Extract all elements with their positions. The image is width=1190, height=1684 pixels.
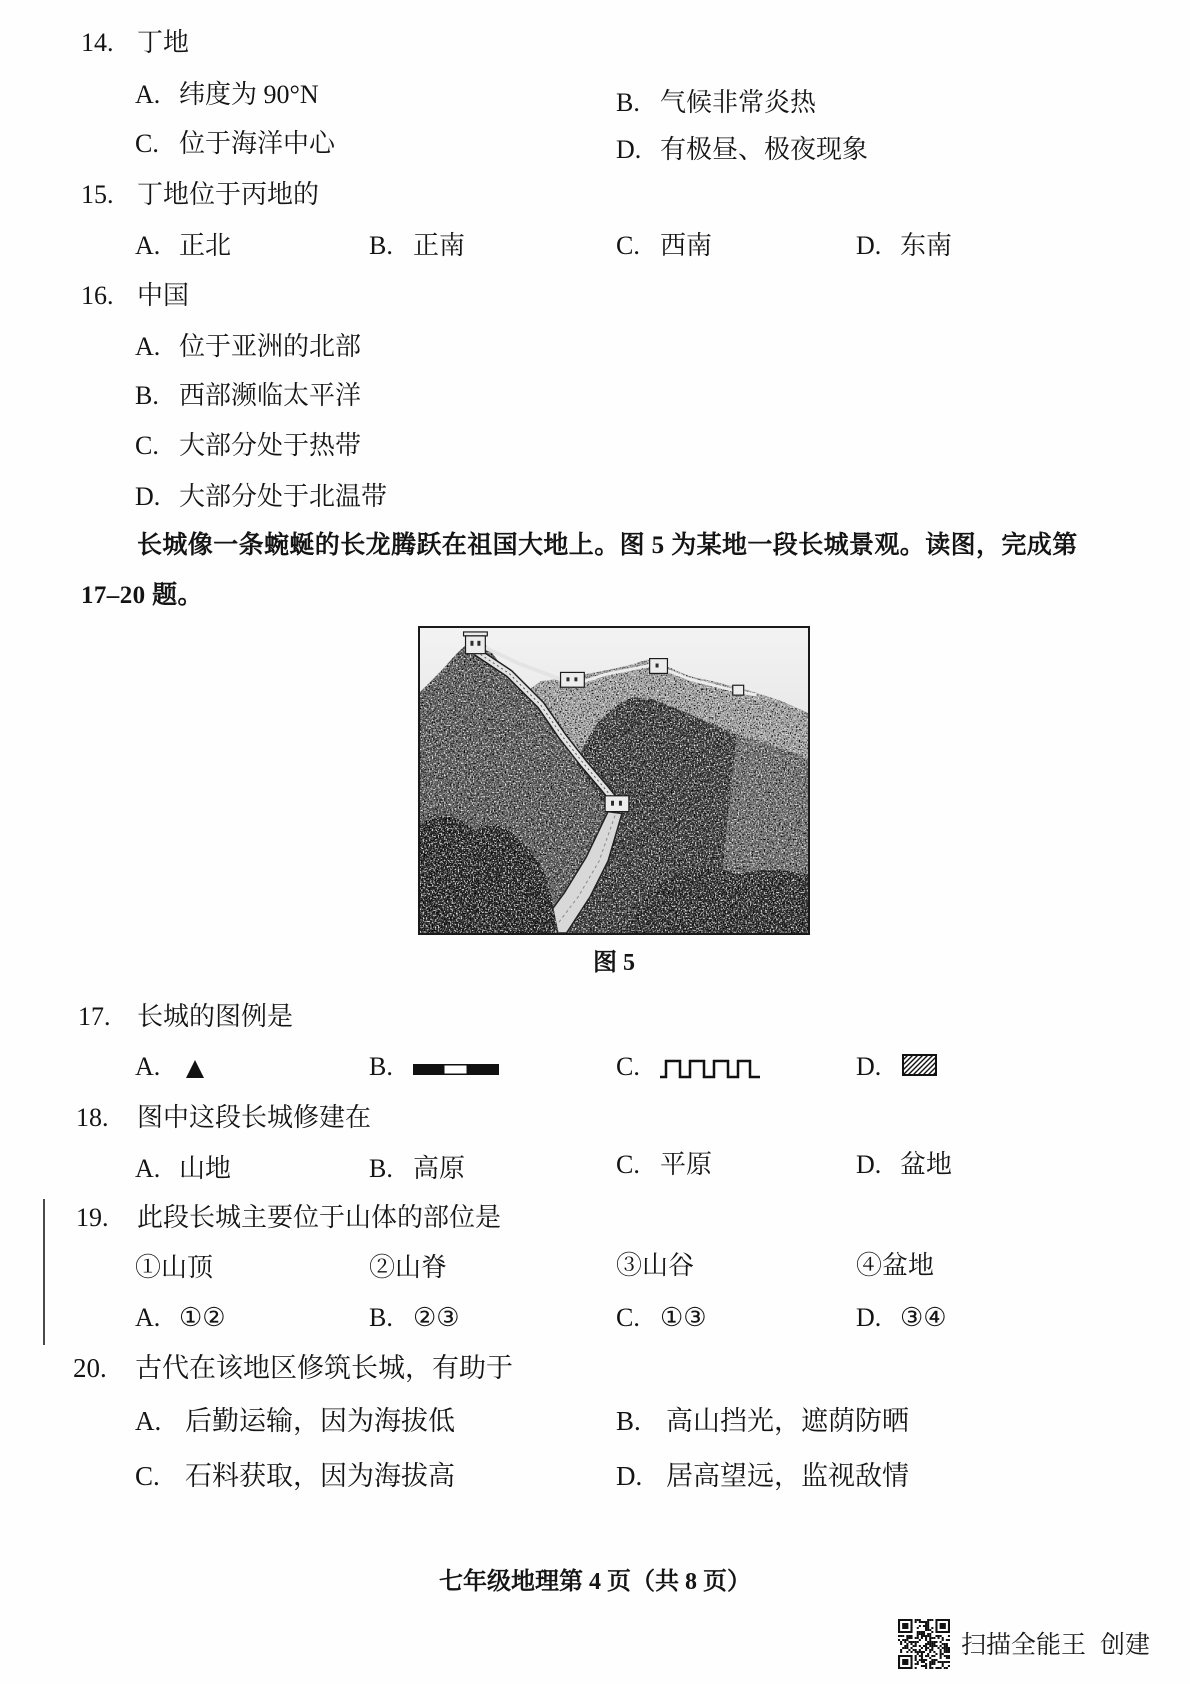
- option-text: 东南: [900, 231, 953, 260]
- option-letter: C.: [135, 431, 159, 460]
- option-text: 纬度为 90°N: [179, 80, 319, 109]
- option-text: ①③: [660, 1303, 707, 1332]
- option-text: 大部分处于北温带: [179, 482, 388, 511]
- option-d: [856, 1051, 937, 1083]
- question-number: 19.: [76, 1203, 109, 1232]
- question-stem: 丁地: [137, 28, 190, 57]
- option-text: ②③: [413, 1303, 460, 1332]
- scanner-watermark: [961, 1629, 1150, 1661]
- option-b: [369, 1051, 499, 1083]
- choice-2: ②山脊: [369, 1253, 448, 1282]
- watchtower: [466, 636, 486, 654]
- option-text: 有极昼、极夜现象: [660, 135, 869, 164]
- option-letter: B.: [369, 231, 393, 260]
- option-a: [135, 230, 231, 262]
- option-c: [135, 1460, 455, 1492]
- option-d: [856, 1302, 947, 1334]
- option-letter: B.: [369, 1052, 393, 1081]
- option-letter: D.: [856, 1150, 882, 1179]
- question-stem: 中国: [137, 281, 190, 310]
- option-b: [616, 1405, 909, 1437]
- option-d: [135, 481, 387, 513]
- option-text: 石料获取，因为海拔高: [185, 1461, 455, 1491]
- option-text: 位于海洋中心: [179, 129, 336, 158]
- question-14-header: [0, 27, 1190, 59]
- option-letter: A.: [135, 1052, 161, 1081]
- option-letter: A.: [135, 1154, 161, 1183]
- option-letter: D.: [856, 1303, 882, 1332]
- question-18-header: [0, 1102, 1190, 1134]
- option-text: 居高望远，监视敌情: [666, 1461, 909, 1491]
- passage-line-1: 长城像一条蜿蜒的长龙腾跃在祖国大地上。图 5 为某地一段长城景观。读图，完成第: [137, 532, 1078, 559]
- option-letter: B.: [616, 88, 640, 117]
- option-d: [616, 1460, 909, 1492]
- option-letter: C.: [135, 129, 159, 158]
- watchtower: [464, 632, 488, 636]
- option-b: [616, 87, 816, 119]
- option-letter: D.: [856, 1052, 882, 1081]
- option-text: ③④: [900, 1303, 947, 1332]
- option-text: 大部分处于热带: [179, 431, 362, 460]
- option-letter: C.: [135, 1461, 160, 1491]
- option-text: 正南: [413, 231, 466, 260]
- watchtower: [733, 685, 744, 695]
- option-b: [369, 1302, 460, 1334]
- crenellated-line-icon: [660, 1059, 760, 1079]
- option-text: 西部濒临太平洋: [179, 381, 362, 410]
- option-letter: B.: [369, 1154, 393, 1183]
- option-text: 正北: [179, 231, 232, 260]
- question-number: 15.: [81, 180, 114, 209]
- option-letter: A.: [135, 1303, 161, 1332]
- option-letter: B.: [135, 381, 159, 410]
- question-20-header: [0, 1352, 1190, 1384]
- option-letter: A.: [135, 1406, 162, 1436]
- hatched-rectangle-icon: [902, 1054, 937, 1076]
- option-b: [135, 380, 361, 412]
- option-c: [135, 128, 335, 160]
- option-text: 山地: [179, 1154, 232, 1183]
- question-number: 14.: [81, 28, 114, 57]
- option-letter: C.: [616, 1150, 640, 1179]
- option-a: [135, 1405, 455, 1437]
- peak-triangle-icon: [185, 1059, 205, 1079]
- scan-edge-mark: [43, 1199, 45, 1345]
- figure-caption: 图 5: [593, 950, 635, 976]
- option-letter: D.: [616, 135, 642, 164]
- option-letter: D.: [616, 1461, 643, 1491]
- option-text: 位于亚洲的北部: [179, 332, 362, 361]
- option-letter: B.: [369, 1303, 393, 1332]
- question-number: 20.: [73, 1353, 107, 1383]
- option-b: [369, 230, 465, 262]
- option-a: [135, 79, 319, 111]
- question-stem: 此段长城主要位于山体的部位是: [137, 1203, 502, 1232]
- option-text: 气候非常炎热: [660, 88, 817, 117]
- option-letter: B.: [616, 1406, 641, 1436]
- option-c: [616, 1051, 760, 1083]
- watermark-brand: 扫描全能王: [961, 1630, 1087, 1659]
- choice-1: ①山顶: [135, 1253, 214, 1282]
- question-19-header: [0, 1202, 1190, 1234]
- qr-code-icon: [898, 1619, 950, 1669]
- watchtower: [650, 659, 668, 674]
- option-letter: C.: [616, 1303, 640, 1332]
- passage-line-2: 17–20 题。: [81, 582, 203, 609]
- choice-3: ③山谷: [616, 1251, 695, 1280]
- option-text: 高原: [413, 1154, 466, 1183]
- question-number: 17.: [78, 1002, 111, 1031]
- watchtower: [561, 672, 585, 687]
- option-d: [616, 134, 868, 166]
- option-c: [616, 1302, 707, 1334]
- question-16-header: [0, 280, 1190, 312]
- option-letter: D.: [856, 231, 882, 260]
- choice-4: ④盆地: [856, 1251, 935, 1280]
- figure-5-frame: [418, 626, 810, 935]
- option-d: [856, 230, 952, 262]
- question-stem: 图中这段长城修建在: [137, 1103, 372, 1132]
- option-text: 后勤运输，因为海拔低: [185, 1406, 455, 1436]
- option-text: 盆地: [900, 1150, 953, 1179]
- option-b: [369, 1153, 465, 1185]
- black-white-bar-icon: [413, 1064, 499, 1075]
- option-d: [856, 1149, 952, 1181]
- option-letter: C.: [616, 231, 640, 260]
- question-15-header: [0, 179, 1190, 211]
- question-stem: 丁地位于丙地的: [137, 180, 320, 209]
- great-wall-photo: [420, 628, 808, 933]
- page-footer: 七年级地理第 4 页（共 8 页）: [439, 1569, 751, 1595]
- option-text: 西南: [660, 231, 713, 260]
- option-a: [135, 1051, 205, 1083]
- option-text: ①②: [179, 1303, 226, 1332]
- option-letter: A.: [135, 231, 161, 260]
- watermark-action: 创建: [1100, 1630, 1151, 1659]
- option-c: [135, 430, 361, 462]
- option-letter: A.: [135, 80, 161, 109]
- question-number: 16.: [81, 281, 114, 310]
- option-a: [135, 1302, 226, 1334]
- option-a: [135, 331, 361, 363]
- question-number: 18.: [76, 1103, 109, 1132]
- question-stem: 古代在该地区修筑长城，有助于: [135, 1353, 513, 1383]
- watchtower: [605, 796, 629, 812]
- option-a: [135, 1153, 231, 1185]
- question-stem: 长城的图例是: [137, 1002, 294, 1031]
- question-17-header: [0, 1001, 1190, 1033]
- option-letter: A.: [135, 332, 161, 361]
- option-c: [616, 1149, 712, 1181]
- option-text: 平原: [660, 1150, 713, 1179]
- option-text: 高山挡光，遮荫防晒: [666, 1406, 909, 1436]
- option-letter: D.: [135, 482, 161, 511]
- option-c: [616, 230, 712, 262]
- option-letter: C.: [616, 1052, 640, 1081]
